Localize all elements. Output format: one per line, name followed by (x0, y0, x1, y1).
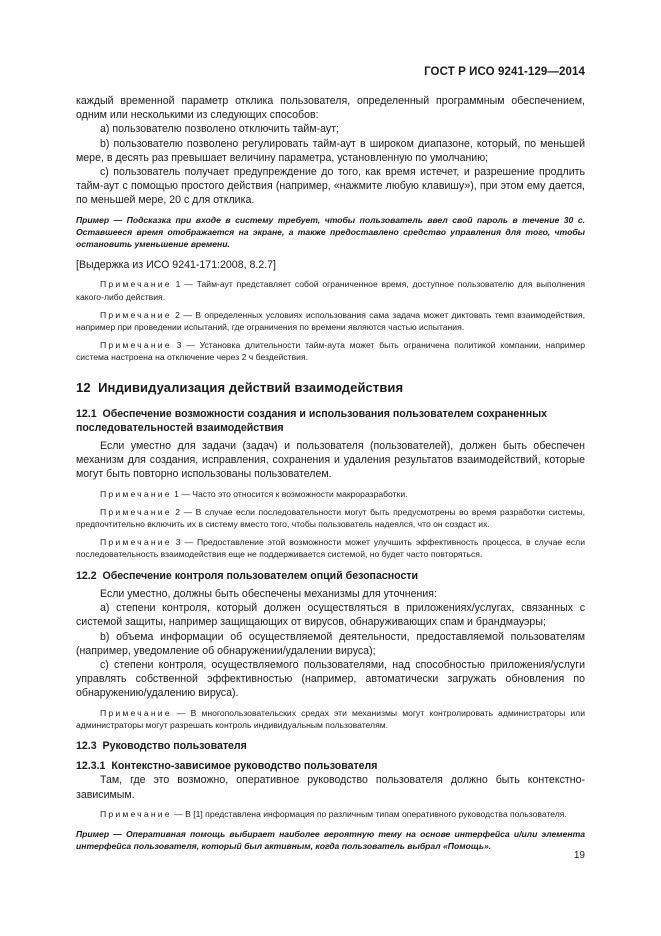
section-12-2-item-a: a) степени контроля, который должен осуществляться в приложениях/услугах, связанных с системой защиты, например защищающих от вирусов, обнаруживающих спам и брандмауэры; (76, 602, 585, 629)
section-12-3-1-heading: 12.3.1 Контекстно-зависимое руководство пользователя (76, 760, 378, 773)
example-help: Пример — Оперативная помощь выбирает наиболее вероятную тему на основе интерфейса и/или элемента интерфейса пользователя, который был активным, когда пользователь выбрал «Помощь». (76, 828, 585, 852)
intro-paragraph: каждый временной параметр отклика пользователя, определенный программным обеспечением, одним или несколькими из следующих способов: (76, 95, 585, 122)
note-multiuser: Примечание — В многопользовательских средах эти механизмы могут контролировать администраторы или администраторы могут разрешать контроль индивидуальным пользователям. (76, 707, 585, 730)
note-1-timeout: Примечание 1 — Тайм-аут представляет собой ограниченное время, доступное пользователю для выполнения какого-либо действия. (76, 279, 585, 302)
section-12-2-item-b: b) объема информации об осуществляемой деятельности, предоставляемой пользователям (например, уведомление об обнаружении/удалении вируса); (76, 630, 585, 657)
note-1-macro: Примечание 1 — Часто это относится к возможности макроразработки. (100, 488, 408, 499)
excerpt-reference: [Выдержка из ИСО 9241-171:2008, 8.2.7] (76, 259, 276, 272)
list-item-c: c) пользователь получает предупреждение до того, как время истечет, и разрешение продлить тайм-аут с помощью простого действия (например, «нажмите любую клавишу»), при этом ему дается, по меньшей мере, 20 с для отклика. (76, 166, 585, 207)
list-item-b: b) пользователю позволено регулировать тайм-аут в широком диапазоне, который, по меньшей мере, в десять раз превышает величину параметра, установленную по умолчанию; (76, 137, 585, 164)
standard-header: ГОСТ Р ИСО 9241-129—2014 (424, 66, 585, 78)
section-12-heading: 12 Индивидуализация действий взаимодействия (76, 379, 404, 395)
section-12-2-item-c: c) степени контроля, осуществляемого пользователями, над способностью приложения/услуги управлять собственной эффективностью (например, автоматически загружать обновления по обнаружению/удалению вируса). (76, 658, 585, 700)
list-item-a: a) пользователю позволено отключить тайм-аут; (100, 123, 340, 136)
note-3-efficiency: Примечание 3 — Предоставление этой возможности может улучшить эффективность процесса, в случае если последовательность взаимодействия еще не поддерживается системой, но будет часто повторяться. (76, 537, 585, 560)
note-3-timeout: Примечание 3 — Установка длительности тайм-аута может быть ограничена политикой компании, например система настроена на отключение через 2 ч бездействия. (76, 340, 586, 363)
section-12-2-heading: 12.2 Обеспечение контроля пользователем опций безопасности (76, 569, 419, 582)
note-2-timeout: Примечание 2 — В определенных условиях использования сама задача может диктовать темп взаимодействия, например при проведении испытаний, где ограничения по времени являются частью испытания. (76, 309, 585, 333)
section-12-1-text: Если уместно для задачи (задач) и пользователя (пользователей), должен быть обеспечен механизм для создания, исправления, сохранения и удаления результатов взаимодействий, которые могут быть повторно использованы пользователем. (76, 440, 585, 481)
page-number: 19 (573, 850, 585, 861)
section-12-1-heading: 12.1 Обеспечение возможности создания и использования пользователем сохраненных последовательностей взаимодействия (76, 407, 548, 434)
section-12-3-heading: 12.3 Руководство пользователя (76, 739, 247, 752)
note-help-types: Примечание — В [1] представлена информация по различным типам оперативного руководства пользователя. (100, 808, 567, 819)
section-12-2-text: Если уместно, должны быть обеспечены механизмы для уточнения: (100, 587, 437, 600)
note-2-sequences: Примечание 2 — В случае если последовательности могут быть предусмотрены во время разработки системы, предпочтительно включить их в систему вместо того, чтобы пользователь надеялся, что он создаст их. (76, 506, 586, 530)
example-login: Пример — Подсказка при входе в систему требует, чтобы пользователь ввел свой пароль в течение 30 с. Оставшееся время отображается на экране, а также предоставлено средство управления для того, чтобы остановить уменьшение времени. (76, 214, 585, 250)
section-12-3-1-text: Там, где это возможно, оперативное руководство пользователя должно быть контекстно-зависимым. (76, 774, 585, 801)
page-body (76, 94, 585, 852)
